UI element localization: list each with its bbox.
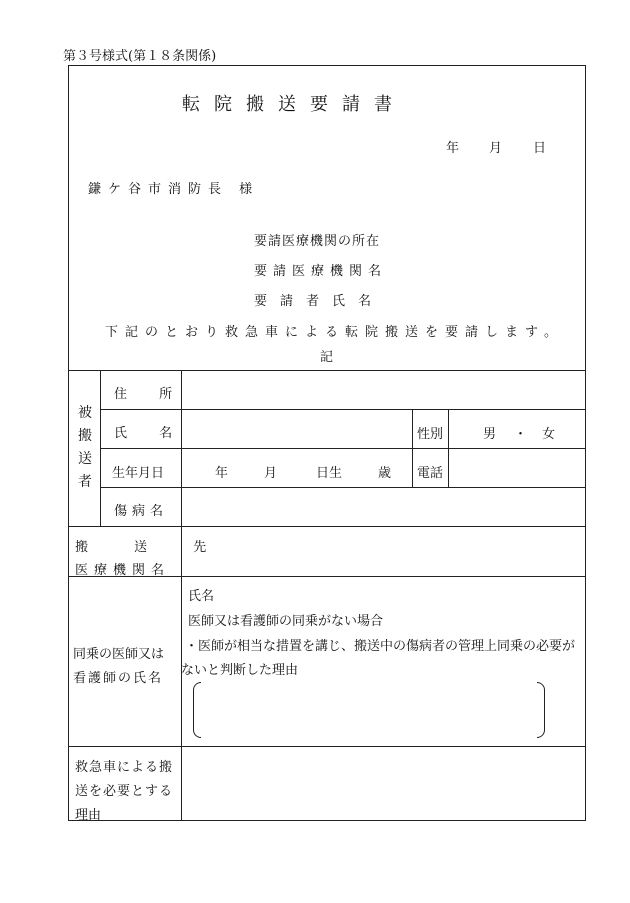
disease-label: 傷病名 — [114, 504, 169, 519]
rule-dob-bottom — [100, 487, 586, 488]
destination-label-line2: 医療機関名 — [75, 563, 171, 578]
sex-option-male: 男 — [483, 427, 497, 442]
date-month-label: 月 — [489, 141, 503, 156]
rule-address-bottom — [100, 409, 586, 410]
dob-born-label: 日生 — [316, 466, 343, 481]
escort-none-case: 医師又は看護師の同乗がない場合 — [188, 614, 384, 629]
document-title: 転院搬送要請書 — [182, 94, 406, 115]
necessity-label-line3: 理由 — [75, 808, 102, 823]
sex-option-separator: ・ — [514, 427, 528, 442]
requester-location-label: 要請医療機関の所在 — [254, 234, 381, 249]
requester-person-label: 要請者氏名 — [254, 294, 385, 309]
sex-option-female: 女 — [542, 427, 556, 442]
reason-bracket-right — [537, 682, 545, 738]
reason-bracket-left — [193, 682, 201, 738]
form-number: 第３号様式(第１８条関係) — [63, 49, 217, 64]
rule-header-bottom — [68, 370, 586, 371]
address-label: 住 所 — [114, 387, 187, 402]
rule-sex-phone-right — [448, 409, 449, 487]
escort-label-line2: 看護師の氏名 — [73, 671, 164, 686]
recipient: 鎌ケ谷市消防長 様 — [88, 182, 260, 197]
dob-label: 生年月日 — [112, 466, 165, 481]
rule-group-label-right — [100, 370, 101, 526]
escort-reason-line1: ・医師が相当な措置を講じ、搬送中の傷病者の管理上同乗の必要が — [185, 639, 576, 654]
rule-sex-phone-left — [412, 409, 413, 487]
patient-name-label: 氏 名 — [114, 426, 187, 441]
phone-label: 電話 — [417, 466, 444, 481]
escort-name-prefix: 氏名 — [188, 589, 215, 604]
dob-month-label: 月 — [264, 466, 278, 481]
patient-group-label: 被搬送者 — [78, 405, 92, 490]
request-statement: 下記のとおり救急車による転院搬送を要請します。 — [105, 325, 564, 340]
necessity-label-line2: 送を必要とする — [75, 784, 174, 799]
date-day-label: 日 — [533, 141, 547, 156]
ki-mark: 記 — [320, 350, 334, 365]
dob-age-label: 歳 — [378, 466, 392, 481]
sex-label: 性別 — [417, 427, 444, 442]
requester-institution-label: 要請医療機関名 — [254, 264, 388, 279]
rule-patient-bottom — [68, 526, 586, 527]
destination-label-line1: 搬 送 先 — [75, 540, 228, 555]
necessity-label-line1: 救急車による搬 — [75, 760, 174, 775]
escort-label-line1: 同乗の医師又は — [73, 647, 165, 662]
rule-escort-bottom — [68, 746, 586, 747]
escort-reason-line2: ないと判断した理由 — [181, 663, 299, 678]
rule-name-bottom — [100, 448, 586, 449]
date-year-label: 年 — [446, 141, 460, 156]
dob-year-label: 年 — [215, 466, 229, 481]
